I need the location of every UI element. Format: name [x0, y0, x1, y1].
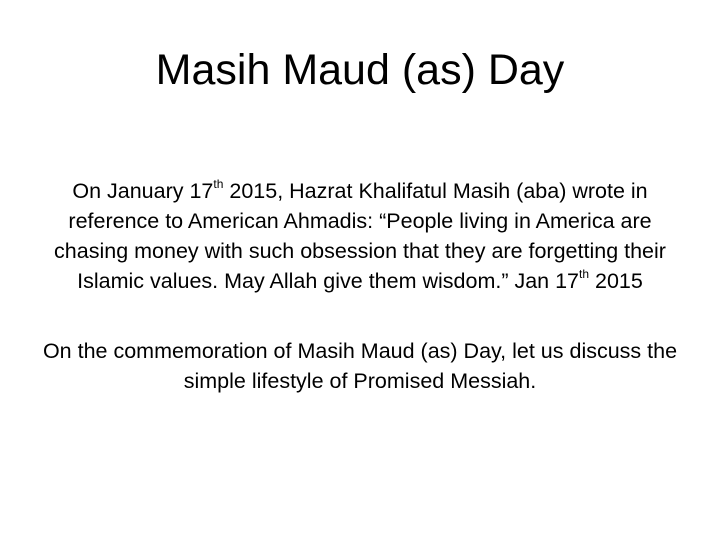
ordinal-suffix: th — [579, 267, 590, 281]
slide-body — [34, 176, 686, 396]
quote-paragraph — [34, 176, 686, 296]
ordinal-suffix: th — [213, 177, 224, 191]
quote-text-start: On January 17 — [72, 179, 214, 203]
quote-text-end: 2015 — [589, 269, 643, 293]
slide-title: Masih Maud (as) Day — [155, 46, 565, 94]
discussion-paragraph: On the commemoration of Masih Maud (as) Day, let us discuss the simple lifestyle of Promised Messiah. — [42, 339, 678, 393]
quote-text-body: 2015, Hazrat Khalifatul Masih (aba) wrote in reference to American Ahmadis: “People living in America are chasing money with such obsession that they are forgetting their Islamic values. May Allah give them wisdom.” Jan 17 — [54, 179, 666, 293]
